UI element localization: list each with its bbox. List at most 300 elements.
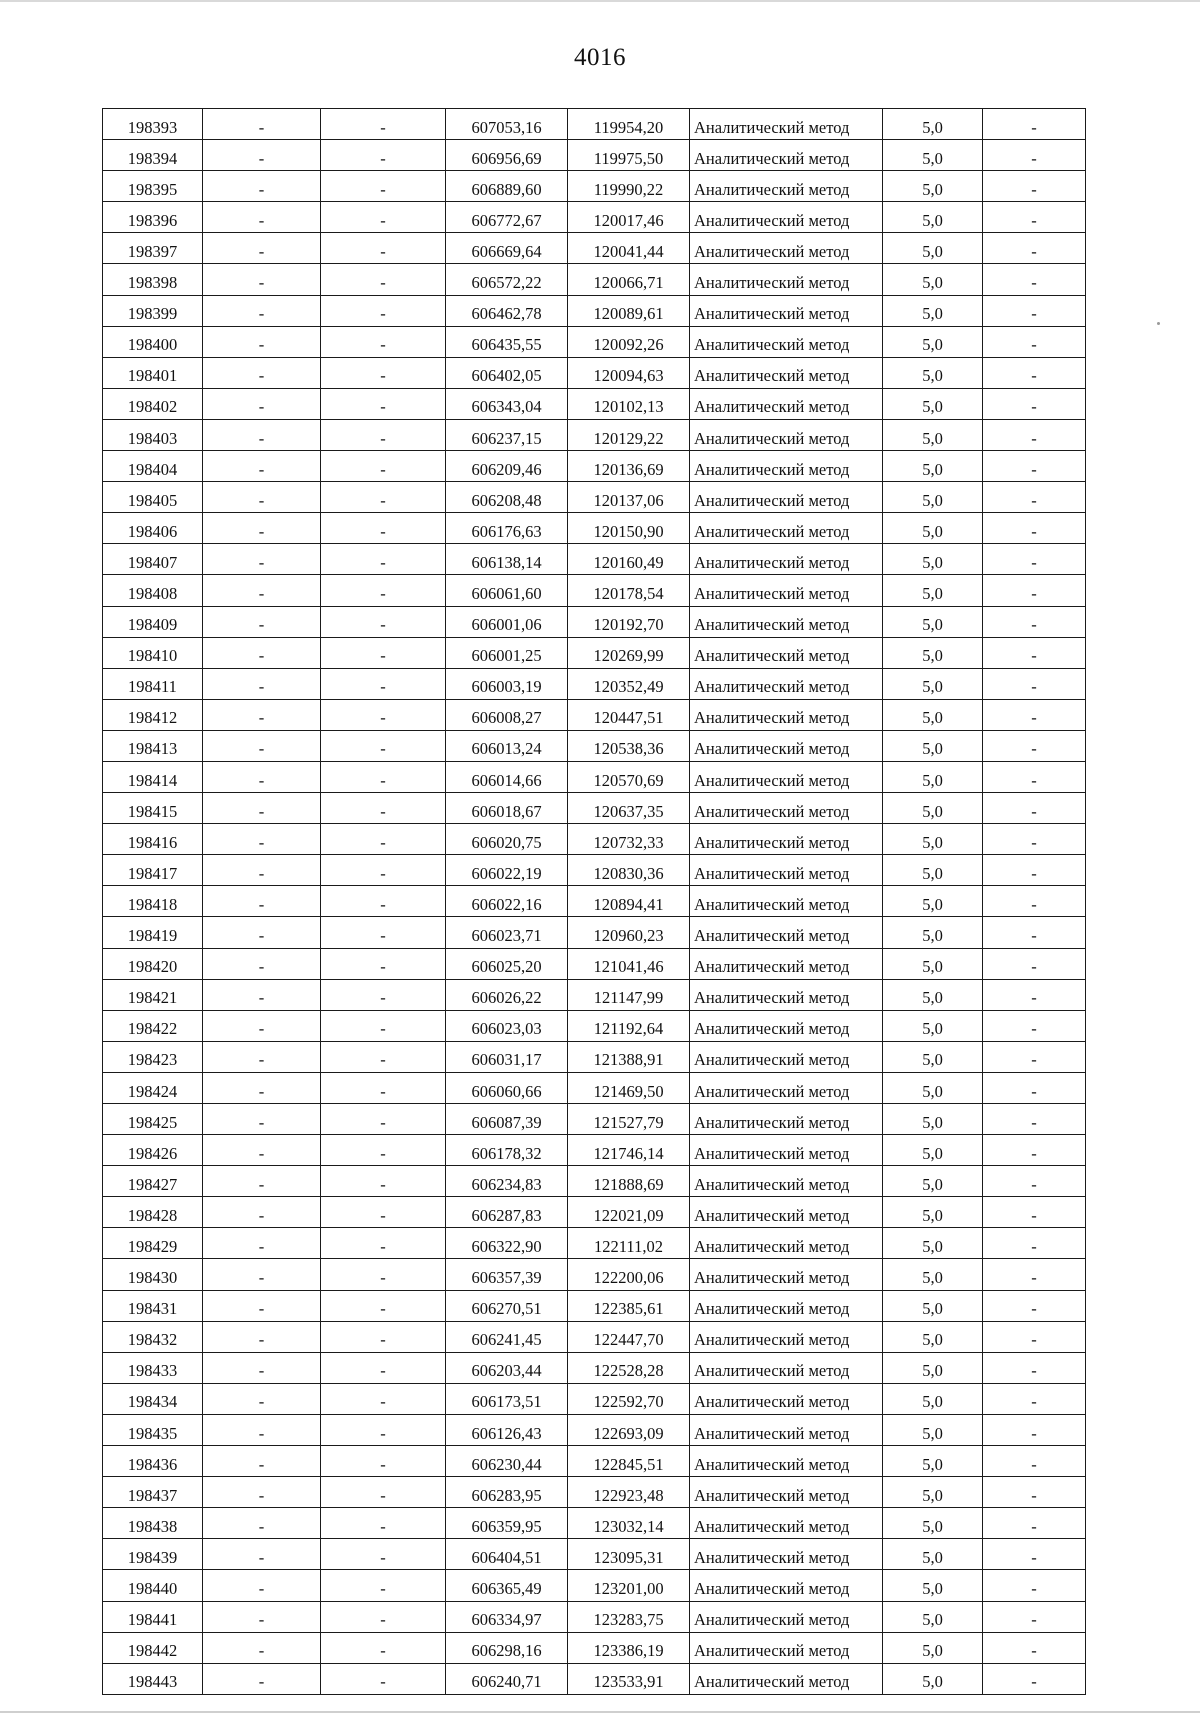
cell-coordinate-x: 606772,67 (446, 202, 568, 233)
table-row (103, 544, 1086, 575)
cell-empty-dash: - (983, 1414, 1086, 1445)
cell-method: Аналитический метод (690, 979, 883, 1010)
cell-empty-dash: - (983, 326, 1086, 357)
cell-coordinate-y: 122385,61 (568, 1290, 690, 1321)
cell-empty-dash: - (203, 1259, 321, 1290)
cell-point-number: 198440 (103, 1570, 203, 1601)
cell-empty-dash: - (203, 699, 321, 730)
cell-method: Аналитический метод (690, 761, 883, 792)
cell-empty-dash: - (321, 1041, 446, 1072)
table-row (103, 140, 1086, 171)
cell-error: 5,0 (883, 730, 983, 761)
cell-empty-dash: - (203, 140, 321, 171)
table-row (103, 109, 1086, 140)
table-row (103, 1010, 1086, 1041)
cell-method: Аналитический метод (690, 793, 883, 824)
cell-point-number: 198421 (103, 979, 203, 1010)
cell-point-number: 198403 (103, 419, 203, 450)
cell-empty-dash: - (203, 1135, 321, 1166)
cell-method: Аналитический метод (690, 1197, 883, 1228)
cell-error: 5,0 (883, 1508, 983, 1539)
table-row (103, 1352, 1086, 1383)
cell-coordinate-y: 121469,50 (568, 1072, 690, 1103)
table-row (103, 1477, 1086, 1508)
cell-empty-dash: - (203, 264, 321, 295)
cell-empty-dash: - (983, 544, 1086, 575)
table-row (103, 419, 1086, 450)
cell-coordinate-y: 120066,71 (568, 264, 690, 295)
cell-point-number: 198409 (103, 606, 203, 637)
cell-empty-dash: - (321, 1352, 446, 1383)
cell-empty-dash: - (321, 917, 446, 948)
cell-method: Аналитический метод (690, 1508, 883, 1539)
cell-coordinate-y: 122200,06 (568, 1259, 690, 1290)
cell-coordinate-y: 120092,26 (568, 326, 690, 357)
cell-empty-dash: - (983, 388, 1086, 419)
cell-empty-dash: - (321, 1135, 446, 1166)
cell-coordinate-x: 606322,90 (446, 1228, 568, 1259)
cell-coordinate-y: 120538,36 (568, 730, 690, 761)
table-row (103, 295, 1086, 326)
cell-coordinate-y: 120017,46 (568, 202, 690, 233)
cell-empty-dash: - (203, 295, 321, 326)
cell-error: 5,0 (883, 233, 983, 264)
cell-coordinate-y: 120960,23 (568, 917, 690, 948)
cell-point-number: 198443 (103, 1663, 203, 1694)
table-row (103, 357, 1086, 388)
cell-point-number: 198424 (103, 1072, 203, 1103)
cell-empty-dash: - (983, 606, 1086, 637)
cell-coordinate-x: 606173,51 (446, 1383, 568, 1414)
cell-empty-dash: - (203, 513, 321, 544)
cell-coordinate-y: 121527,79 (568, 1104, 690, 1135)
cell-error: 5,0 (883, 1290, 983, 1321)
cell-empty-dash: - (321, 109, 446, 140)
cell-method: Аналитический метод (690, 171, 883, 202)
cell-empty-dash: - (203, 1010, 321, 1041)
cell-empty-dash: - (983, 1259, 1086, 1290)
cell-empty-dash: - (321, 388, 446, 419)
cell-coordinate-x: 606359,95 (446, 1508, 568, 1539)
cell-point-number: 198412 (103, 699, 203, 730)
cell-empty-dash: - (321, 637, 446, 668)
cell-point-number: 198419 (103, 917, 203, 948)
cell-coordinate-x: 606240,71 (446, 1663, 568, 1694)
cell-empty-dash: - (203, 1414, 321, 1445)
cell-empty-dash: - (203, 1197, 321, 1228)
table-row (103, 1104, 1086, 1135)
cell-point-number: 198431 (103, 1290, 203, 1321)
cell-point-number: 198422 (103, 1010, 203, 1041)
cell-point-number: 198420 (103, 948, 203, 979)
cell-point-number: 198441 (103, 1601, 203, 1632)
scan-speck (1157, 322, 1160, 325)
cell-error: 5,0 (883, 1104, 983, 1135)
cell-coordinate-y: 121388,91 (568, 1041, 690, 1072)
table-row (103, 388, 1086, 419)
cell-error: 5,0 (883, 357, 983, 388)
cell-empty-dash: - (203, 886, 321, 917)
table-row (103, 1135, 1086, 1166)
cell-error: 5,0 (883, 171, 983, 202)
cell-error: 5,0 (883, 1135, 983, 1166)
cell-point-number: 198400 (103, 326, 203, 357)
cell-coordinate-y: 123032,14 (568, 1508, 690, 1539)
cell-empty-dash: - (983, 1228, 1086, 1259)
table-row (103, 575, 1086, 606)
cell-method: Аналитический метод (690, 357, 883, 388)
cell-coordinate-x: 606241,45 (446, 1321, 568, 1352)
cell-coordinate-x: 606234,83 (446, 1166, 568, 1197)
cell-point-number: 198394 (103, 140, 203, 171)
cell-empty-dash: - (321, 264, 446, 295)
cell-point-number: 198426 (103, 1135, 203, 1166)
cell-error: 5,0 (883, 295, 983, 326)
cell-empty-dash: - (321, 295, 446, 326)
cell-empty-dash: - (983, 1104, 1086, 1135)
cell-coordinate-y: 120447,51 (568, 699, 690, 730)
cell-coordinate-y: 120041,44 (568, 233, 690, 264)
cell-method: Аналитический метод (690, 730, 883, 761)
table-row (103, 451, 1086, 482)
cell-empty-dash: - (983, 419, 1086, 450)
cell-method: Аналитический метод (690, 1446, 883, 1477)
cell-empty-dash: - (983, 482, 1086, 513)
cell-coordinate-y: 121746,14 (568, 1135, 690, 1166)
cell-empty-dash: - (203, 482, 321, 513)
cell-method: Аналитический метод (690, 637, 883, 668)
cell-empty-dash: - (203, 109, 321, 140)
cell-empty-dash: - (203, 979, 321, 1010)
table-row (103, 1321, 1086, 1352)
cell-coordinate-x: 606061,60 (446, 575, 568, 606)
table-row (103, 761, 1086, 792)
table-row (103, 326, 1086, 357)
cell-coordinate-x: 606435,55 (446, 326, 568, 357)
cell-empty-dash: - (203, 948, 321, 979)
cell-coordinate-y: 120178,54 (568, 575, 690, 606)
cell-empty-dash: - (321, 575, 446, 606)
cell-empty-dash: - (321, 357, 446, 388)
cell-empty-dash: - (321, 1632, 446, 1663)
cell-empty-dash: - (321, 855, 446, 886)
cell-coordinate-x: 606023,03 (446, 1010, 568, 1041)
cell-empty-dash: - (203, 171, 321, 202)
cell-empty-dash: - (983, 233, 1086, 264)
cell-error: 5,0 (883, 761, 983, 792)
cell-error: 5,0 (883, 1383, 983, 1414)
cell-empty-dash: - (321, 761, 446, 792)
cell-coordinate-y: 120129,22 (568, 419, 690, 450)
cell-empty-dash: - (203, 668, 321, 699)
cell-method: Аналитический метод (690, 1259, 883, 1290)
cell-empty-dash: - (983, 699, 1086, 730)
coordinates-table (102, 108, 1086, 1695)
cell-empty-dash: - (203, 357, 321, 388)
table-row (103, 1259, 1086, 1290)
cell-coordinate-x: 606334,97 (446, 1601, 568, 1632)
cell-coordinate-x: 606343,04 (446, 388, 568, 419)
cell-empty-dash: - (321, 606, 446, 637)
cell-coordinate-x: 606023,71 (446, 917, 568, 948)
cell-error: 5,0 (883, 1632, 983, 1663)
cell-empty-dash: - (321, 1228, 446, 1259)
cell-method: Аналитический метод (690, 388, 883, 419)
cell-coordinate-x: 606026,22 (446, 979, 568, 1010)
table-row (103, 1508, 1086, 1539)
cell-method: Аналитический метод (690, 1228, 883, 1259)
cell-empty-dash: - (321, 1414, 446, 1445)
cell-empty-dash: - (983, 1477, 1086, 1508)
cell-empty-dash: - (983, 1072, 1086, 1103)
cell-method: Аналитический метод (690, 326, 883, 357)
cell-method: Аналитический метод (690, 1166, 883, 1197)
cell-coordinate-x: 606022,16 (446, 886, 568, 917)
cell-error: 5,0 (883, 109, 983, 140)
table-row (103, 202, 1086, 233)
cell-empty-dash: - (983, 1321, 1086, 1352)
cell-point-number: 198432 (103, 1321, 203, 1352)
cell-coordinate-y: 123201,00 (568, 1570, 690, 1601)
cell-empty-dash: - (983, 793, 1086, 824)
cell-empty-dash: - (321, 419, 446, 450)
cell-coordinate-y: 122447,70 (568, 1321, 690, 1352)
cell-method: Аналитический метод (690, 264, 883, 295)
cell-empty-dash: - (983, 264, 1086, 295)
table-row (103, 606, 1086, 637)
cell-empty-dash: - (321, 1477, 446, 1508)
cell-empty-dash: - (983, 357, 1086, 388)
cell-method: Аналитический метод (690, 1477, 883, 1508)
cell-error: 5,0 (883, 326, 983, 357)
cell-point-number: 198436 (103, 1446, 203, 1477)
cell-point-number: 198405 (103, 482, 203, 513)
cell-coordinate-x: 606001,25 (446, 637, 568, 668)
cell-empty-dash: - (321, 1383, 446, 1414)
table-row (103, 513, 1086, 544)
cell-error: 5,0 (883, 637, 983, 668)
table-row (103, 855, 1086, 886)
cell-empty-dash: - (983, 202, 1086, 233)
cell-error: 5,0 (883, 388, 983, 419)
cell-error: 5,0 (883, 793, 983, 824)
cell-coordinate-x: 606001,06 (446, 606, 568, 637)
cell-point-number: 198408 (103, 575, 203, 606)
cell-coordinate-x: 606003,19 (446, 668, 568, 699)
cell-empty-dash: - (983, 1010, 1086, 1041)
cell-error: 5,0 (883, 1414, 983, 1445)
cell-empty-dash: - (983, 1601, 1086, 1632)
cell-coordinate-x: 606365,49 (446, 1570, 568, 1601)
cell-coordinate-y: 119954,20 (568, 109, 690, 140)
cell-error: 5,0 (883, 451, 983, 482)
cell-empty-dash: - (203, 1539, 321, 1570)
cell-coordinate-x: 606669,64 (446, 233, 568, 264)
cell-empty-dash: - (321, 1197, 446, 1228)
page-number: 4016 (574, 44, 626, 71)
cell-error: 5,0 (883, 979, 983, 1010)
cell-empty-dash: - (321, 730, 446, 761)
cell-point-number: 198395 (103, 171, 203, 202)
cell-method: Аналитический метод (690, 1321, 883, 1352)
cell-empty-dash: - (321, 886, 446, 917)
cell-point-number: 198434 (103, 1383, 203, 1414)
cell-empty-dash: - (983, 761, 1086, 792)
cell-empty-dash: - (321, 544, 446, 575)
table-row (103, 1290, 1086, 1321)
cell-point-number: 198401 (103, 357, 203, 388)
cell-empty-dash: - (983, 917, 1086, 948)
cell-point-number: 198406 (103, 513, 203, 544)
cell-empty-dash: - (321, 668, 446, 699)
table-row (103, 1663, 1086, 1694)
cell-empty-dash: - (203, 1446, 321, 1477)
cell-coordinate-x: 607053,16 (446, 109, 568, 140)
cell-empty-dash: - (203, 419, 321, 450)
table-row (103, 171, 1086, 202)
cell-point-number: 198438 (103, 1508, 203, 1539)
cell-coordinate-y: 121147,99 (568, 979, 690, 1010)
cell-empty-dash: - (983, 1570, 1086, 1601)
cell-point-number: 198439 (103, 1539, 203, 1570)
cell-coordinate-x: 606087,39 (446, 1104, 568, 1135)
cell-coordinate-y: 120570,69 (568, 761, 690, 792)
cell-coordinate-y: 122592,70 (568, 1383, 690, 1414)
cell-method: Аналитический метод (690, 1135, 883, 1166)
cell-point-number: 198398 (103, 264, 203, 295)
cell-coordinate-x: 606178,32 (446, 1135, 568, 1166)
cell-empty-dash: - (203, 326, 321, 357)
cell-empty-dash: - (321, 1601, 446, 1632)
cell-empty-dash: - (321, 1570, 446, 1601)
table-row (103, 1414, 1086, 1445)
cell-empty-dash: - (983, 1166, 1086, 1197)
cell-method: Аналитический метод (690, 202, 883, 233)
scan-edge-bottom (0, 1711, 1200, 1713)
cell-empty-dash: - (983, 513, 1086, 544)
cell-coordinate-x: 606031,17 (446, 1041, 568, 1072)
cell-empty-dash: - (321, 171, 446, 202)
cell-empty-dash: - (321, 1321, 446, 1352)
table-row (103, 1166, 1086, 1197)
cell-coordinate-x: 606298,16 (446, 1632, 568, 1663)
cell-error: 5,0 (883, 699, 983, 730)
cell-coordinate-x: 606203,44 (446, 1352, 568, 1383)
cell-empty-dash: - (321, 326, 446, 357)
cell-coordinate-x: 606022,19 (446, 855, 568, 886)
cell-coordinate-x: 606287,83 (446, 1197, 568, 1228)
cell-coordinate-x: 606025,20 (446, 948, 568, 979)
cell-empty-dash: - (203, 1352, 321, 1383)
cell-error: 5,0 (883, 419, 983, 450)
cell-method: Аналитический метод (690, 451, 883, 482)
cell-empty-dash: - (983, 886, 1086, 917)
cell-coordinate-x: 606237,15 (446, 419, 568, 450)
cell-coordinate-y: 120192,70 (568, 606, 690, 637)
cell-method: Аналитический метод (690, 544, 883, 575)
cell-empty-dash: - (203, 1663, 321, 1694)
cell-error: 5,0 (883, 1570, 983, 1601)
cell-coordinate-y: 120136,69 (568, 451, 690, 482)
cell-method: Аналитический метод (690, 948, 883, 979)
cell-point-number: 198411 (103, 668, 203, 699)
cell-coordinate-y: 121192,64 (568, 1010, 690, 1041)
cell-method: Аналитический метод (690, 1383, 883, 1414)
cell-empty-dash: - (983, 1632, 1086, 1663)
cell-coordinate-x: 606462,78 (446, 295, 568, 326)
cell-error: 5,0 (883, 1166, 983, 1197)
cell-method: Аналитический метод (690, 419, 883, 450)
cell-point-number: 198429 (103, 1228, 203, 1259)
cell-coordinate-x: 606270,51 (446, 1290, 568, 1321)
table-row (103, 1446, 1086, 1477)
cell-point-number: 198428 (103, 1197, 203, 1228)
cell-coordinate-y: 120102,13 (568, 388, 690, 419)
cell-point-number: 198402 (103, 388, 203, 419)
cell-empty-dash: - (983, 855, 1086, 886)
cell-method: Аналитический метод (690, 606, 883, 637)
table-row (103, 1601, 1086, 1632)
table-row (103, 1570, 1086, 1601)
cell-error: 5,0 (883, 544, 983, 575)
cell-error: 5,0 (883, 824, 983, 855)
cell-empty-dash: - (321, 793, 446, 824)
cell-point-number: 198410 (103, 637, 203, 668)
table-row (103, 1632, 1086, 1663)
cell-empty-dash: - (203, 1228, 321, 1259)
table-row (103, 1197, 1086, 1228)
cell-coordinate-y: 120089,61 (568, 295, 690, 326)
cell-empty-dash: - (983, 140, 1086, 171)
cell-empty-dash: - (983, 637, 1086, 668)
cell-coordinate-y: 120732,33 (568, 824, 690, 855)
cell-point-number: 198397 (103, 233, 203, 264)
cell-error: 5,0 (883, 886, 983, 917)
cell-empty-dash: - (321, 824, 446, 855)
cell-point-number: 198435 (103, 1414, 203, 1445)
cell-coordinate-y: 120094,63 (568, 357, 690, 388)
cell-point-number: 198407 (103, 544, 203, 575)
table-row (103, 482, 1086, 513)
cell-empty-dash: - (321, 482, 446, 513)
cell-empty-dash: - (203, 1321, 321, 1352)
cell-method: Аналитический метод (690, 109, 883, 140)
cell-method: Аналитический метод (690, 886, 883, 917)
cell-error: 5,0 (883, 575, 983, 606)
cell-empty-dash: - (321, 140, 446, 171)
table-row (103, 637, 1086, 668)
cell-error: 5,0 (883, 1072, 983, 1103)
cell-method: Аналитический метод (690, 1663, 883, 1694)
cell-error: 5,0 (883, 1477, 983, 1508)
cell-empty-dash: - (983, 948, 1086, 979)
cell-empty-dash: - (203, 824, 321, 855)
cell-coordinate-y: 123283,75 (568, 1601, 690, 1632)
cell-empty-dash: - (321, 1010, 446, 1041)
cell-empty-dash: - (203, 388, 321, 419)
cell-method: Аналитический метод (690, 699, 883, 730)
cell-method: Аналитический метод (690, 295, 883, 326)
cell-coordinate-y: 123095,31 (568, 1539, 690, 1570)
cell-method: Аналитический метод (690, 575, 883, 606)
cell-error: 5,0 (883, 948, 983, 979)
cell-point-number: 198430 (103, 1259, 203, 1290)
cell-coordinate-y: 120894,41 (568, 886, 690, 917)
cell-method: Аналитический метод (690, 1041, 883, 1072)
cell-method: Аналитический метод (690, 1010, 883, 1041)
cell-empty-dash: - (203, 761, 321, 792)
cell-coordinate-x: 606404,51 (446, 1539, 568, 1570)
